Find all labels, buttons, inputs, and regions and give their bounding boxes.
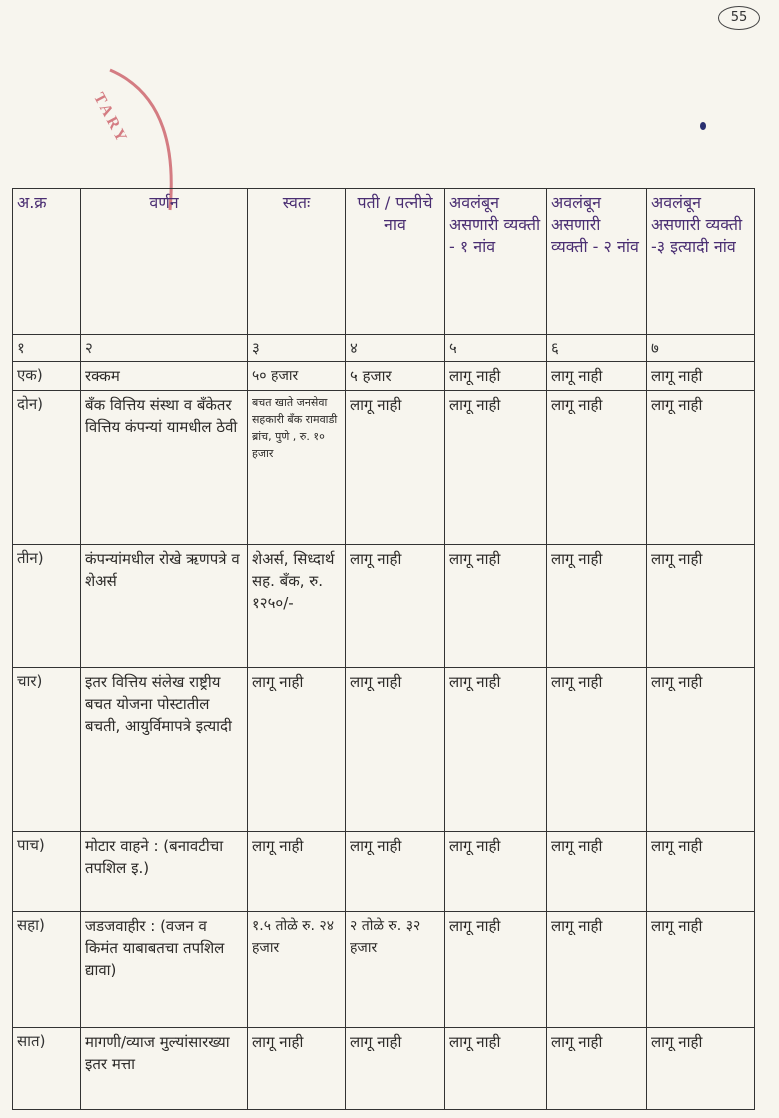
row-serial: एक) <box>13 362 81 391</box>
row-dependent-3-value: लागू नाही <box>647 832 755 912</box>
row-dependent-3-value: लागू नाही <box>647 391 755 545</box>
table-row <box>13 912 755 1028</box>
header-description: वर्णन <box>81 189 248 335</box>
page-number: 55 <box>718 6 760 30</box>
column-number: ४ <box>346 335 445 362</box>
row-dependent-3-value: लागू नाही <box>647 668 755 832</box>
row-serial: सात) <box>13 1028 81 1110</box>
row-dependent-3-value: लागू नाही <box>647 362 755 391</box>
row-dependent-1-value: लागू नाही <box>445 391 547 545</box>
header-dependent-1: अवलंबून असणारी व्यक्ती - १ नांव <box>445 189 547 335</box>
row-description: मागणी/व्याज मुल्यांसारख्या इतर मत्ता <box>81 1028 248 1110</box>
row-dependent-2-value: लागू नाही <box>547 668 647 832</box>
row-self-value: लागू नाही <box>248 832 346 912</box>
column-number: ३ <box>248 335 346 362</box>
table-row <box>13 391 755 545</box>
row-dependent-3-value: लागू नाही <box>647 912 755 1028</box>
row-spouse-value: ५ हजार <box>346 362 445 391</box>
table-row <box>13 545 755 668</box>
header-dependent-2: अवलंबून असणारी व्यक्ती - २ नांव <box>547 189 647 335</box>
row-dependent-1-value: लागू नाही <box>445 912 547 1028</box>
table-row <box>13 832 755 912</box>
row-dependent-2-value: लागू नाही <box>547 832 647 912</box>
row-self-value: लागू नाही <box>248 668 346 832</box>
row-dependent-1-value: लागू नाही <box>445 362 547 391</box>
row-spouse-value: लागू नाही <box>346 545 445 668</box>
row-description: बँक वित्तिय संस्था व बँकेतर वित्तिय कंपन्यां यामधील ठेवी <box>81 391 248 545</box>
row-dependent-3-value: लागू नाही <box>647 1028 755 1110</box>
header-dependent-3: अवलंबून असणारी व्यक्ती -३ इत्यादी नांव <box>647 189 755 335</box>
row-dependent-3-value: लागू नाही <box>647 545 755 668</box>
row-self-value: शेअर्स, सिध्दार्थ सह. बँक, रु. १२५०/- <box>248 545 346 668</box>
row-dependent-2-value: लागू नाही <box>547 391 647 545</box>
row-spouse-value: लागू नाही <box>346 832 445 912</box>
header-row <box>13 189 755 335</box>
column-number: २ <box>81 335 248 362</box>
row-serial: दोन) <box>13 391 81 545</box>
column-number-row <box>13 335 755 362</box>
header-serial: अ.क्र <box>13 189 81 335</box>
column-number: ७ <box>647 335 755 362</box>
row-description: इतर वित्तिय संलेख राष्ट्रीय बचत योजना पोस्टातील बचती, आयुर्विमापत्रे इत्यादी <box>81 668 248 832</box>
row-dependent-1-value: लागू नाही <box>445 545 547 668</box>
row-serial: चार) <box>13 668 81 832</box>
notary-stamp-text: TARY <box>89 90 132 148</box>
column-number: ६ <box>547 335 647 362</box>
row-self-value: बचत खाते जनसेवा सहकारी बँक रामवाडी ब्रांच, पुणे , रु. १० हजार <box>248 391 346 545</box>
row-spouse-value: लागू नाही <box>346 668 445 832</box>
row-spouse-value: लागू नाही <box>346 391 445 545</box>
row-spouse-value: २ तोळे रु. ३२ हजार <box>346 912 445 1028</box>
column-number: ५ <box>445 335 547 362</box>
row-self-value: लागू नाही <box>248 1028 346 1110</box>
assets-table <box>12 188 755 1110</box>
row-description: कंपन्यांमधील रोखे ऋणपत्रे व शेअर्स <box>81 545 248 668</box>
table-row <box>13 668 755 832</box>
row-dependent-1-value: लागू नाही <box>445 668 547 832</box>
table-row <box>13 362 755 391</box>
row-description: जडजवाहीर : (वजन व किमंत याबाबतचा तपशिल द्यावा) <box>81 912 248 1028</box>
column-number: १ <box>13 335 81 362</box>
row-serial: पाच) <box>13 832 81 912</box>
header-self: स्वतः <box>248 189 346 335</box>
row-description: मोटार वाहने : (बनावटीचा तपशिल इ.) <box>81 832 248 912</box>
row-dependent-1-value: लागू नाही <box>445 1028 547 1110</box>
row-serial: तीन) <box>13 545 81 668</box>
row-spouse-value: लागू नाही <box>346 1028 445 1110</box>
row-description: रक्कम <box>81 362 248 391</box>
row-dependent-2-value: लागू नाही <box>547 545 647 668</box>
table-row <box>13 1028 755 1110</box>
row-dependent-2-value: लागू नाही <box>547 362 647 391</box>
row-self-value: ५० हजार <box>248 362 346 391</box>
row-dependent-1-value: लागू नाही <box>445 832 547 912</box>
row-serial: सहा) <box>13 912 81 1028</box>
row-self-value: १.५ तोळे रु. २४ हजार <box>248 912 346 1028</box>
ink-speck <box>700 122 706 130</box>
row-dependent-2-value: लागू नाही <box>547 912 647 1028</box>
row-dependent-2-value: लागू नाही <box>547 1028 647 1110</box>
header-spouse: पती / पत्नीचे नाव <box>346 189 445 335</box>
